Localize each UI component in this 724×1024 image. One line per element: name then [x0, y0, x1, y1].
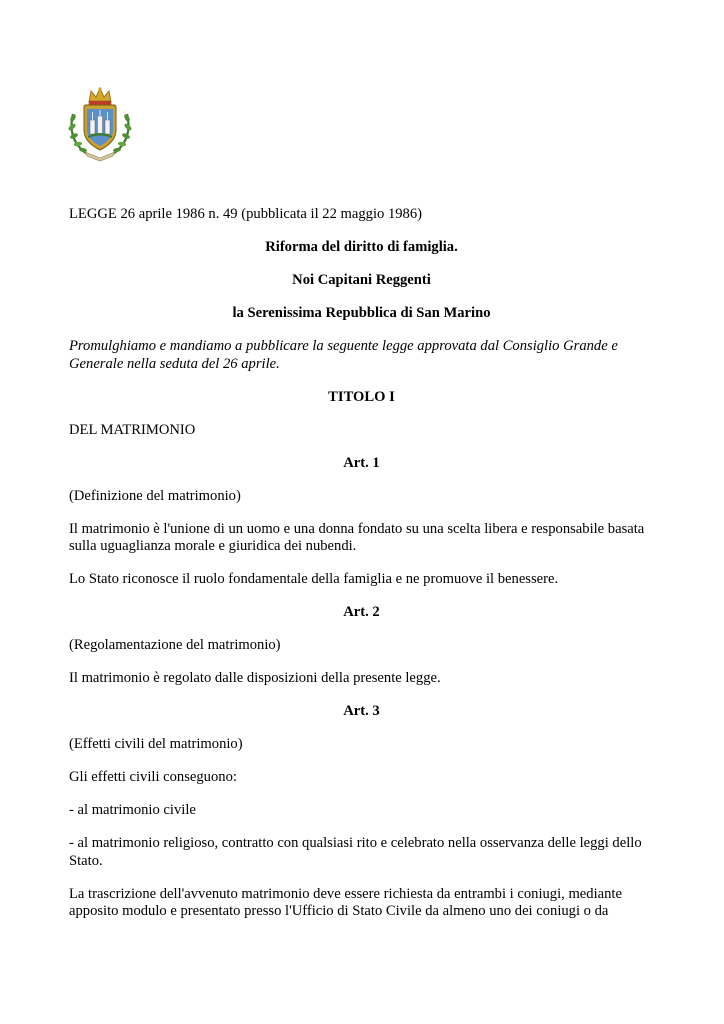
- titolo-name: DEL MATRIMONIO: [69, 421, 196, 438]
- san-marino-coat-of-arms-icon: [67, 86, 133, 162]
- promulgation-text: Promulghiamo e mandiamo a pubblicare la seguente legge approvata dal Consiglio Grande e Generale nella seduta del 26 aprile.: [69, 338, 618, 372]
- article-paragraph: Lo Stato riconosce il ruolo fondamentale della famiglia e ne promuove il benessere.: [69, 571, 559, 587]
- article-paragraph: Il matrimonio è l'unione di un uomo e una donna fondato su una scelta libera e responsabile basata sulla uguaglianza morale e giuridica dei nubendi.: [69, 520, 645, 554]
- document-body: [69, 206, 654, 936]
- article-subtitle: (Definizione del matrimonio): [69, 487, 241, 504]
- article-subtitle: (Regolamentazione del matrimonio): [69, 637, 281, 653]
- law-title: Riforma del diritto di famiglia.: [265, 239, 458, 255]
- titolo-heading: TITOLO I: [328, 388, 395, 405]
- article-paragraph: - al matrimonio religioso, contratto con qualsiasi rito e celebrato nella osservanza delle leggi dello Stato.: [69, 835, 642, 869]
- article-heading: Art. 1: [343, 454, 380, 471]
- article-heading: Art. 3: [343, 703, 380, 719]
- issuer-line-1: Noi Capitani Reggenti: [292, 272, 431, 288]
- issuer-line-2: la Serenissima Repubblica di San Marino: [232, 305, 491, 321]
- article-paragraph: Il matrimonio è regolato dalle disposizioni della presente legge.: [69, 670, 441, 686]
- article-heading: Art. 2: [343, 604, 380, 620]
- article-paragraph: La trascrizione dell'avvenuto matrimonio deve essere richiesta da entrambi i coniugi, mediante apposito modulo e presentato presso l'Ufficio di Stato Civile da almeno uno dei coniugi o da: [69, 885, 622, 919]
- law-header: LEGGE 26 aprile 1986 n. 49 (pubblicata il 22 maggio 1986): [69, 206, 423, 222]
- article-paragraph: Gli effetti civili conseguono:: [69, 769, 237, 785]
- article-paragraph: - al matrimonio civile: [69, 802, 196, 818]
- article-subtitle: (Effetti civili del matrimonio): [69, 736, 243, 752]
